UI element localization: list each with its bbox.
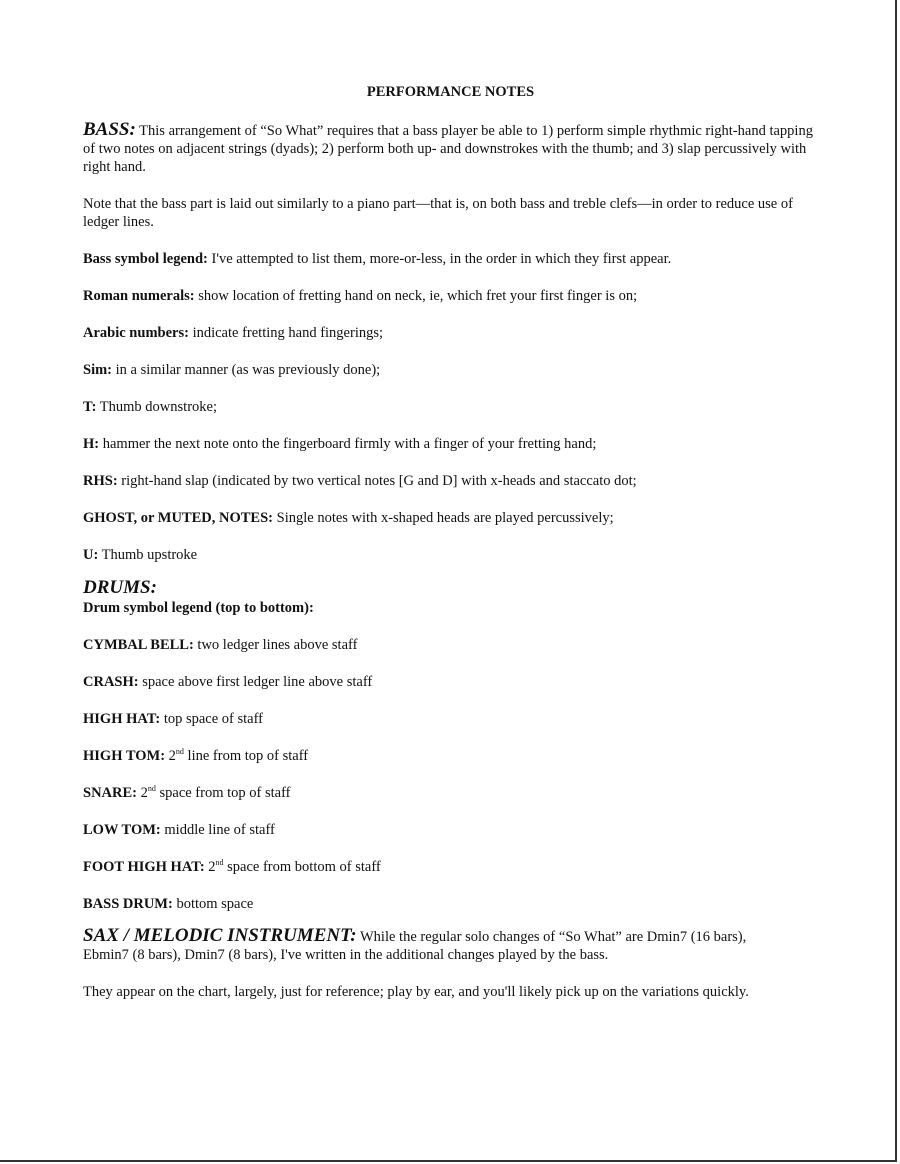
bass-legend-intro (83, 250, 818, 268)
symbol-desc: Thumb upstroke (98, 547, 198, 563)
drum-item-foot-high-hat (83, 858, 818, 876)
bass-heading: BASS: (83, 119, 136, 140)
drum-term: SNARE: (83, 785, 137, 801)
drum-item-high-hat (83, 710, 818, 728)
symbol-desc: in a similar manner (as was previously done); (112, 362, 381, 378)
drum-item-crash (83, 673, 818, 691)
symbol-term: RHS: (83, 473, 118, 489)
sax-intro-paragraph (83, 927, 818, 946)
ordinal-suffix: nd (215, 858, 224, 868)
symbol-term: Sim: (83, 362, 112, 378)
drum-desc: top space of staff (160, 711, 264, 727)
sax-closing: They appear on the chart, largely, just for reference; play by ear, and you'll likely pick up on the variations quickly. (83, 984, 749, 1000)
symbol-desc: indicate fretting hand fingerings; (188, 325, 384, 341)
drum-desc-pre: 2 (165, 748, 176, 764)
drum-item-cymbal-bell (83, 636, 818, 654)
symbol-desc: hammer the next note onto the fingerboard firmly with a finger of your fretting hand; (99, 436, 597, 452)
bass-symbol-t (83, 398, 818, 416)
sax-line-2: Ebmin7 (8 bars), Dmin7 (8 bars), I've written in the additional changes played by the bass. (83, 947, 609, 963)
symbol-term: Arabic numbers: (83, 325, 189, 341)
bass-symbol-ghost (83, 509, 818, 527)
drum-term: BASS DRUM: (83, 896, 173, 912)
drum-desc: space above first ledger line above staff (138, 674, 373, 690)
drum-desc: bottom space (172, 896, 254, 912)
bass-symbol-roman (83, 287, 818, 305)
bass-symbol-arabic (83, 324, 818, 342)
drum-term: HIGH HAT: (83, 711, 161, 727)
drum-item-high-tom (83, 747, 818, 765)
ordinal-suffix: nd (175, 747, 184, 757)
symbol-term: T: (83, 399, 97, 415)
symbol-desc: show location of fretting hand on neck, ie, which fret your first finger is on; (194, 288, 638, 304)
bass-symbol-h (83, 435, 818, 453)
drum-term: CYMBAL BELL: (83, 637, 194, 653)
symbol-term: Roman numerals: (83, 288, 195, 304)
sax-line-1: While the regular solo changes of “So What” are Dmin7 (16 bars), (356, 929, 747, 945)
drum-desc-pre: 2 (204, 859, 216, 875)
sax-heading: SAX / MELODIC INSTRUMENT: (83, 925, 357, 946)
bass-symbol-sim (83, 361, 818, 379)
drum-term: CRASH: (83, 674, 139, 690)
bass-symbol-rhs (83, 472, 818, 490)
bass-intro-text: This arrangement of “So What” requires that a bass player be able to 1) perform simple rhythmic right-hand tapping of two notes on adjacent strings (dyads); 2) perform both up- and downstrokes with the thumb; and 3) slap percussively with right hand. (83, 123, 813, 175)
symbol-term: H: (83, 436, 100, 452)
symbol-desc: right-hand slap (indicated by two vertical notes [G and D] with x-heads and staccato dot; (117, 473, 637, 489)
drum-desc-post: line from top of staff (183, 748, 309, 764)
drums-heading: DRUMS: (83, 577, 157, 598)
drum-term: FOOT HIGH HAT: (83, 859, 205, 875)
drum-desc-post: space from top of staff (155, 785, 291, 801)
bass-layout-note: Note that the bass part is laid out similarly to a piano part—that is, on both bass and treble clefs—in order to reduce use of ledger lines. (83, 196, 793, 230)
drums-legend-label: Drum symbol legend (top to bottom): (83, 600, 314, 616)
drum-desc: two ledger lines above staff (193, 637, 358, 653)
document-body (83, 83, 818, 1020)
symbol-desc: Single notes with x-shaped heads are played percussively; (273, 510, 614, 526)
drum-desc: middle line of staff (160, 822, 275, 838)
symbol-term: GHOST, or MUTED, NOTES: (83, 510, 274, 526)
bass-legend-label: Bass symbol legend: (83, 251, 208, 267)
drum-item-low-tom (83, 821, 818, 839)
symbol-term: U: (83, 547, 99, 563)
bass-symbol-u (83, 546, 818, 564)
ordinal-suffix: nd (147, 784, 156, 794)
drum-item-bass-drum (83, 895, 818, 913)
bass-intro-paragraph (83, 121, 818, 176)
page-title: PERFORMANCE NOTES (366, 84, 535, 100)
drum-desc-pre: 2 (136, 785, 148, 801)
drum-term: HIGH TOM: (83, 748, 166, 764)
bass-legend-text: I've attempted to list them, more-or-less, in the order in which they first appear. (207, 251, 672, 267)
drum-term: LOW TOM: (83, 822, 161, 838)
symbol-desc: Thumb downstroke; (96, 399, 217, 415)
drum-desc-post: space from bottom of staff (223, 859, 381, 875)
drum-item-snare (83, 784, 818, 802)
